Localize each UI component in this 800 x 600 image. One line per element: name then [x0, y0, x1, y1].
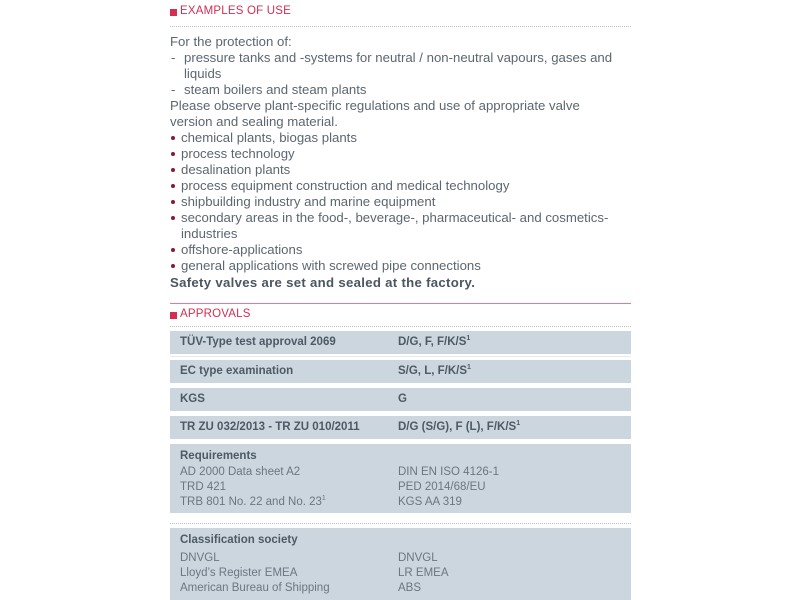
requirement-item: TRB 801 No. 22 and No. $23^1$: [180, 495, 326, 508]
dash-icon: -: [171, 50, 176, 65]
approval-name: TÜV-Type test approval 2069: [180, 336, 336, 348]
bullet-list-item: secondary areas in the food-, beverage-, pharmaceutical- and cosmetics- industries: [170, 210, 631, 242]
bullet-icon: [171, 264, 175, 268]
approval-value: S/G, L, $F/K/S^1$: [398, 364, 471, 377]
dash-icon: -: [171, 82, 176, 97]
approval-value: D/G (S/G), F (L), $F/K/S^1$: [398, 420, 521, 433]
note-text: version and sealing material.: [170, 114, 338, 129]
approvals-heading: APPROVALS: [180, 308, 251, 320]
classification-item: American Bureau of Shipping: [180, 582, 330, 594]
approval-value: G: [398, 393, 407, 405]
section-divider-red: [170, 303, 631, 304]
approval-row: [170, 416, 631, 439]
note-text: Please observe plant-specific regulations and use of appropriate valve: [170, 98, 580, 113]
red-square-icon: [170, 312, 177, 319]
examples-heading: EXAMPLES OF USE: [180, 5, 292, 17]
classification-item: ABS: [398, 582, 422, 594]
divider: [170, 523, 631, 524]
dash-list-item: - steam boilers and steam plants: [171, 82, 367, 97]
datasheet-page: [170, 0, 631, 594]
requirements-block: [170, 444, 631, 513]
bullet-icon: [171, 136, 175, 140]
bullet-list-item: chemical plants, biogas plants: [170, 130, 631, 146]
requirement-item: AD 2000 Data sheet A2: [180, 466, 301, 478]
requirement-item: TRD 421: [180, 481, 227, 493]
bullet-list-item: desalination plants: [170, 162, 631, 178]
classification-item: LR EMEA: [398, 567, 449, 579]
classification-title: Classification society: [180, 534, 298, 546]
requirement-item: KGS AA 319: [398, 496, 462, 508]
red-square-icon: [170, 9, 177, 16]
bullet-list-item: shipbuilding industry and marine equipment: [170, 194, 631, 210]
bullet-list-item: process equipment construction and medical technology: [170, 178, 631, 194]
intro-text: For the protection of:: [170, 34, 292, 49]
classification-item: DNVGL: [180, 552, 220, 564]
row-separator: [170, 356, 631, 357]
bullet-icon: [171, 216, 175, 220]
approval-row: [170, 360, 631, 383]
approval-name: EC type examination: [180, 365, 294, 377]
classification-item: Lloyd’s Register EMEA: [180, 567, 298, 579]
divider: [170, 326, 631, 327]
examples-body: [170, 34, 631, 291]
bullet-icon: [171, 168, 175, 172]
approval-row: [170, 388, 631, 411]
approval-value: D/G, F, $F/K/S^1$: [398, 335, 471, 348]
approvals-section: [170, 305, 631, 594]
bullet-list-item: process technology: [170, 146, 631, 162]
approvals-section-header: [170, 305, 631, 327]
bullet-list-item: offshore-applications: [170, 242, 631, 258]
factory-notice: Safety valves are set and sealed at the factory.: [170, 275, 476, 290]
approval-row: [170, 331, 631, 354]
requirement-item: DIN EN ISO 4126-1: [398, 466, 499, 478]
classification-block: [170, 528, 631, 600]
bullet-icon: [171, 200, 175, 204]
bullet-icon: [171, 248, 175, 252]
classification-item: DNVGL: [398, 552, 438, 564]
bullet-list-item: general applications with screwed pipe connections: [170, 258, 631, 274]
requirement-item: PED 2014/68/EU: [398, 481, 486, 493]
dash-list-item: - pressure tanks and -systems for neutral / non-neutral vapours, gases and liquids: [171, 50, 613, 81]
approval-name: KGS: [180, 393, 205, 405]
approval-name: TR ZU 032/2013 - TR ZU 010/2011: [180, 421, 360, 433]
examples-section-header: [170, 2, 631, 24]
bullet-icon: [171, 184, 175, 188]
requirements-title: Requirements: [180, 450, 257, 462]
divider: [170, 26, 631, 27]
bullet-icon: [171, 152, 175, 156]
